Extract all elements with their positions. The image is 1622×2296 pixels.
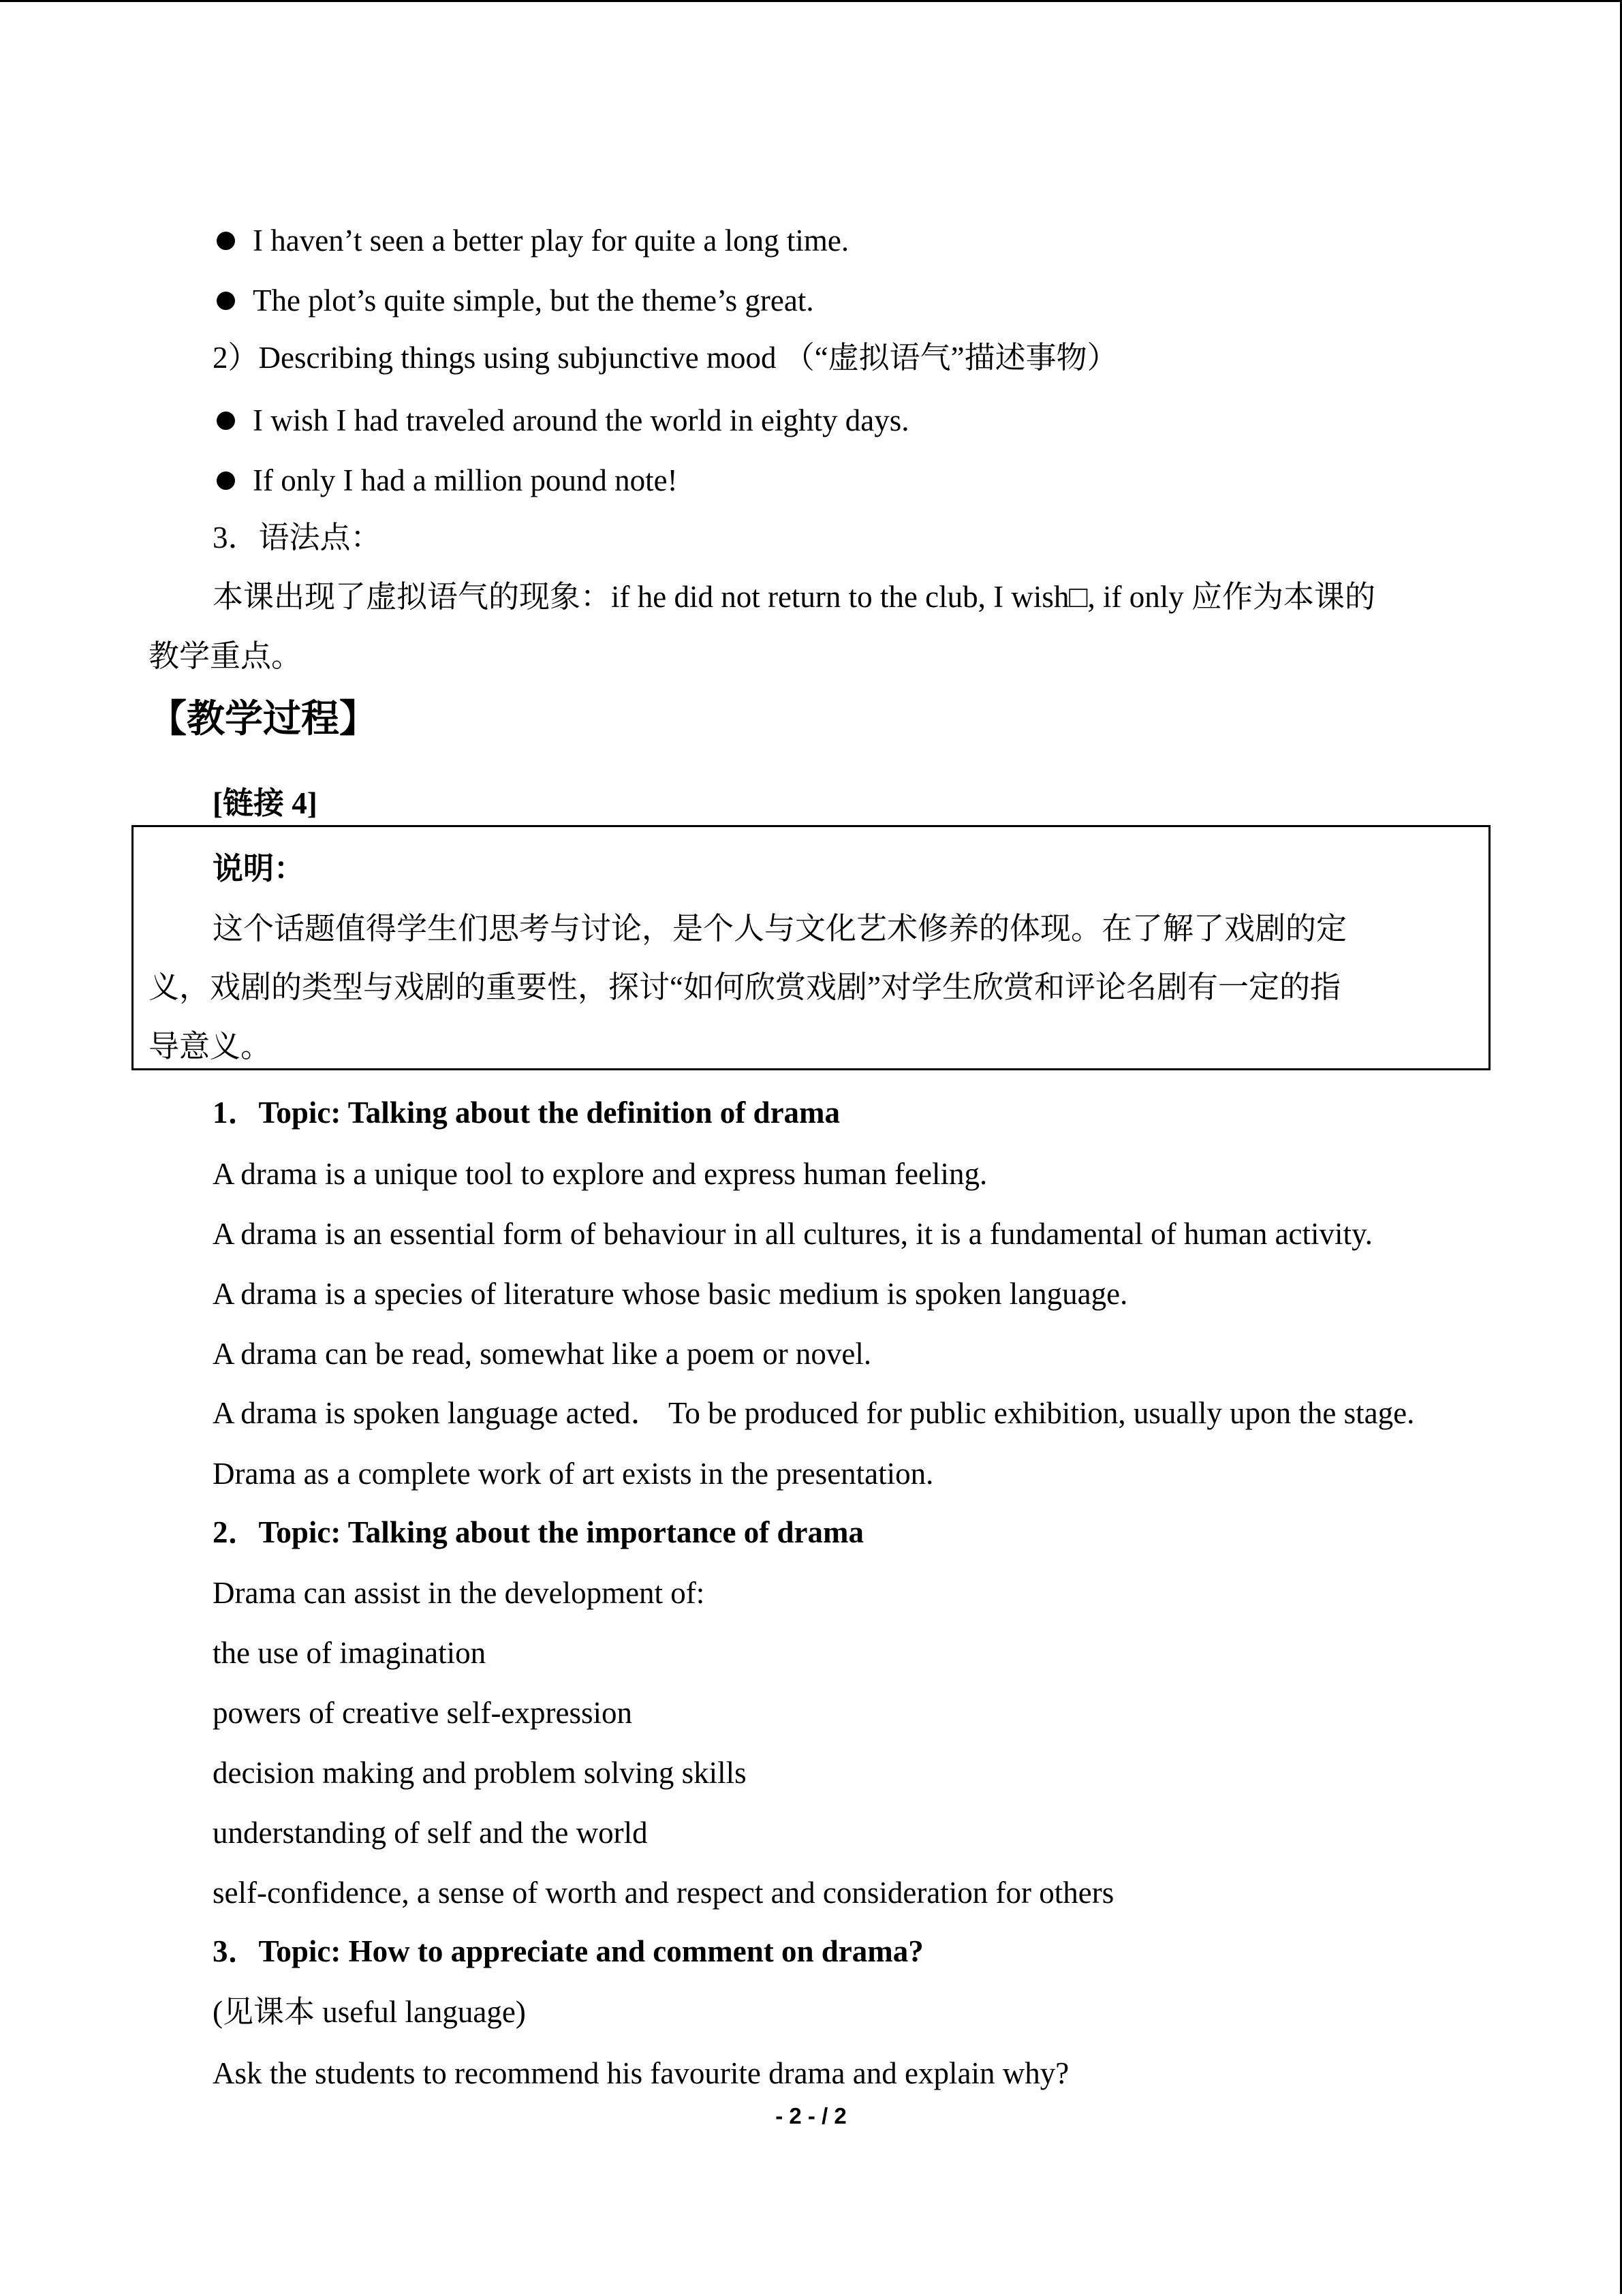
topic1-line: A drama is a species of literature whose basic medium is spoken language. — [213, 1277, 1128, 1311]
topic2-line: powers of creative self-expression — [213, 1696, 633, 1730]
bullet-item: The plot’s quite simple, but the theme’s great. — [253, 283, 814, 317]
grammar-text: 本课出现了虚拟语气的现象：if he did not return to the club, I wish□, if only 应作为本课的 — [213, 580, 1376, 614]
topic1-line: Drama as a complete work of art exists in the presentation. — [213, 1457, 934, 1491]
topic2-line: understanding of self and the world — [213, 1816, 648, 1850]
topic1-line: A drama is a unique tool to explore and express human feeling. — [213, 1157, 988, 1191]
note-label: 说明： — [213, 852, 305, 886]
bullet-item: I wish I had traveled around the world in eighty days. — [253, 403, 909, 437]
topic3-line: (见课本 useful language) — [213, 1995, 526, 2029]
topic2-line: decision making and problem solving skills — [213, 1756, 747, 1790]
grammar-heading: 3．语法点： — [213, 521, 381, 555]
link-label: [链接 4] — [213, 786, 317, 820]
note-text: 义，戏剧的类型与戏剧的重要性，探讨“如何欣赏戏剧”对学生欣赏和评论名剧有一定的指 — [149, 970, 1341, 1004]
bullet-item: If only I had a million pound note! — [253, 463, 678, 497]
bullet-icon — [217, 292, 235, 310]
topic3-heading: 3．Topic: How to appreciate and comment on drama? — [213, 1934, 924, 1968]
subheading-subjunctive: 2）Describing things using subjunctive mood （“虚拟语气”描述事物） — [213, 341, 1118, 375]
topic2-heading: 2．Topic: Talking about the importance of drama — [213, 1515, 864, 1549]
topic1-line: A drama is spoken language acted． To be produced for public exhibition, usually upon the stage. — [213, 1396, 1415, 1430]
note-text: 导意义。 — [149, 1029, 272, 1064]
section-heading: 【教学过程】 — [149, 698, 377, 741]
bullet-icon — [217, 412, 235, 430]
grammar-text: 教学重点。 — [149, 639, 302, 673]
bullet-icon — [217, 471, 235, 490]
topic2-line: self-confidence, a sense of worth and respect and consideration for others — [213, 1876, 1114, 1910]
bullet-item: I haven’t seen a better play for quite a long time. — [253, 223, 849, 258]
topic2-line: Drama can assist in the development of: — [213, 1576, 705, 1610]
topic1-line: A drama is an essential form of behaviour in all cultures, it is a fundamental of human activity. — [213, 1217, 1373, 1251]
topic2-line: the use of imagination — [213, 1636, 486, 1670]
topic1-heading: 1．Topic: Talking about the definition of drama — [213, 1096, 841, 1130]
document-page — [0, 2, 1622, 2296]
page-number: - 2 - / 2 — [775, 2103, 847, 2128]
topic3-line: Ask the students to recommend his favourite drama and explain why? — [213, 2056, 1070, 2090]
note-text: 这个话题值得学生们思考与讨论，是个人与文化艺术修养的体现。在了解了戏剧的定 — [213, 912, 1347, 946]
bullet-icon — [217, 232, 235, 250]
topic1-line: A drama can be read, somewhat like a poem or novel. — [213, 1337, 872, 1371]
